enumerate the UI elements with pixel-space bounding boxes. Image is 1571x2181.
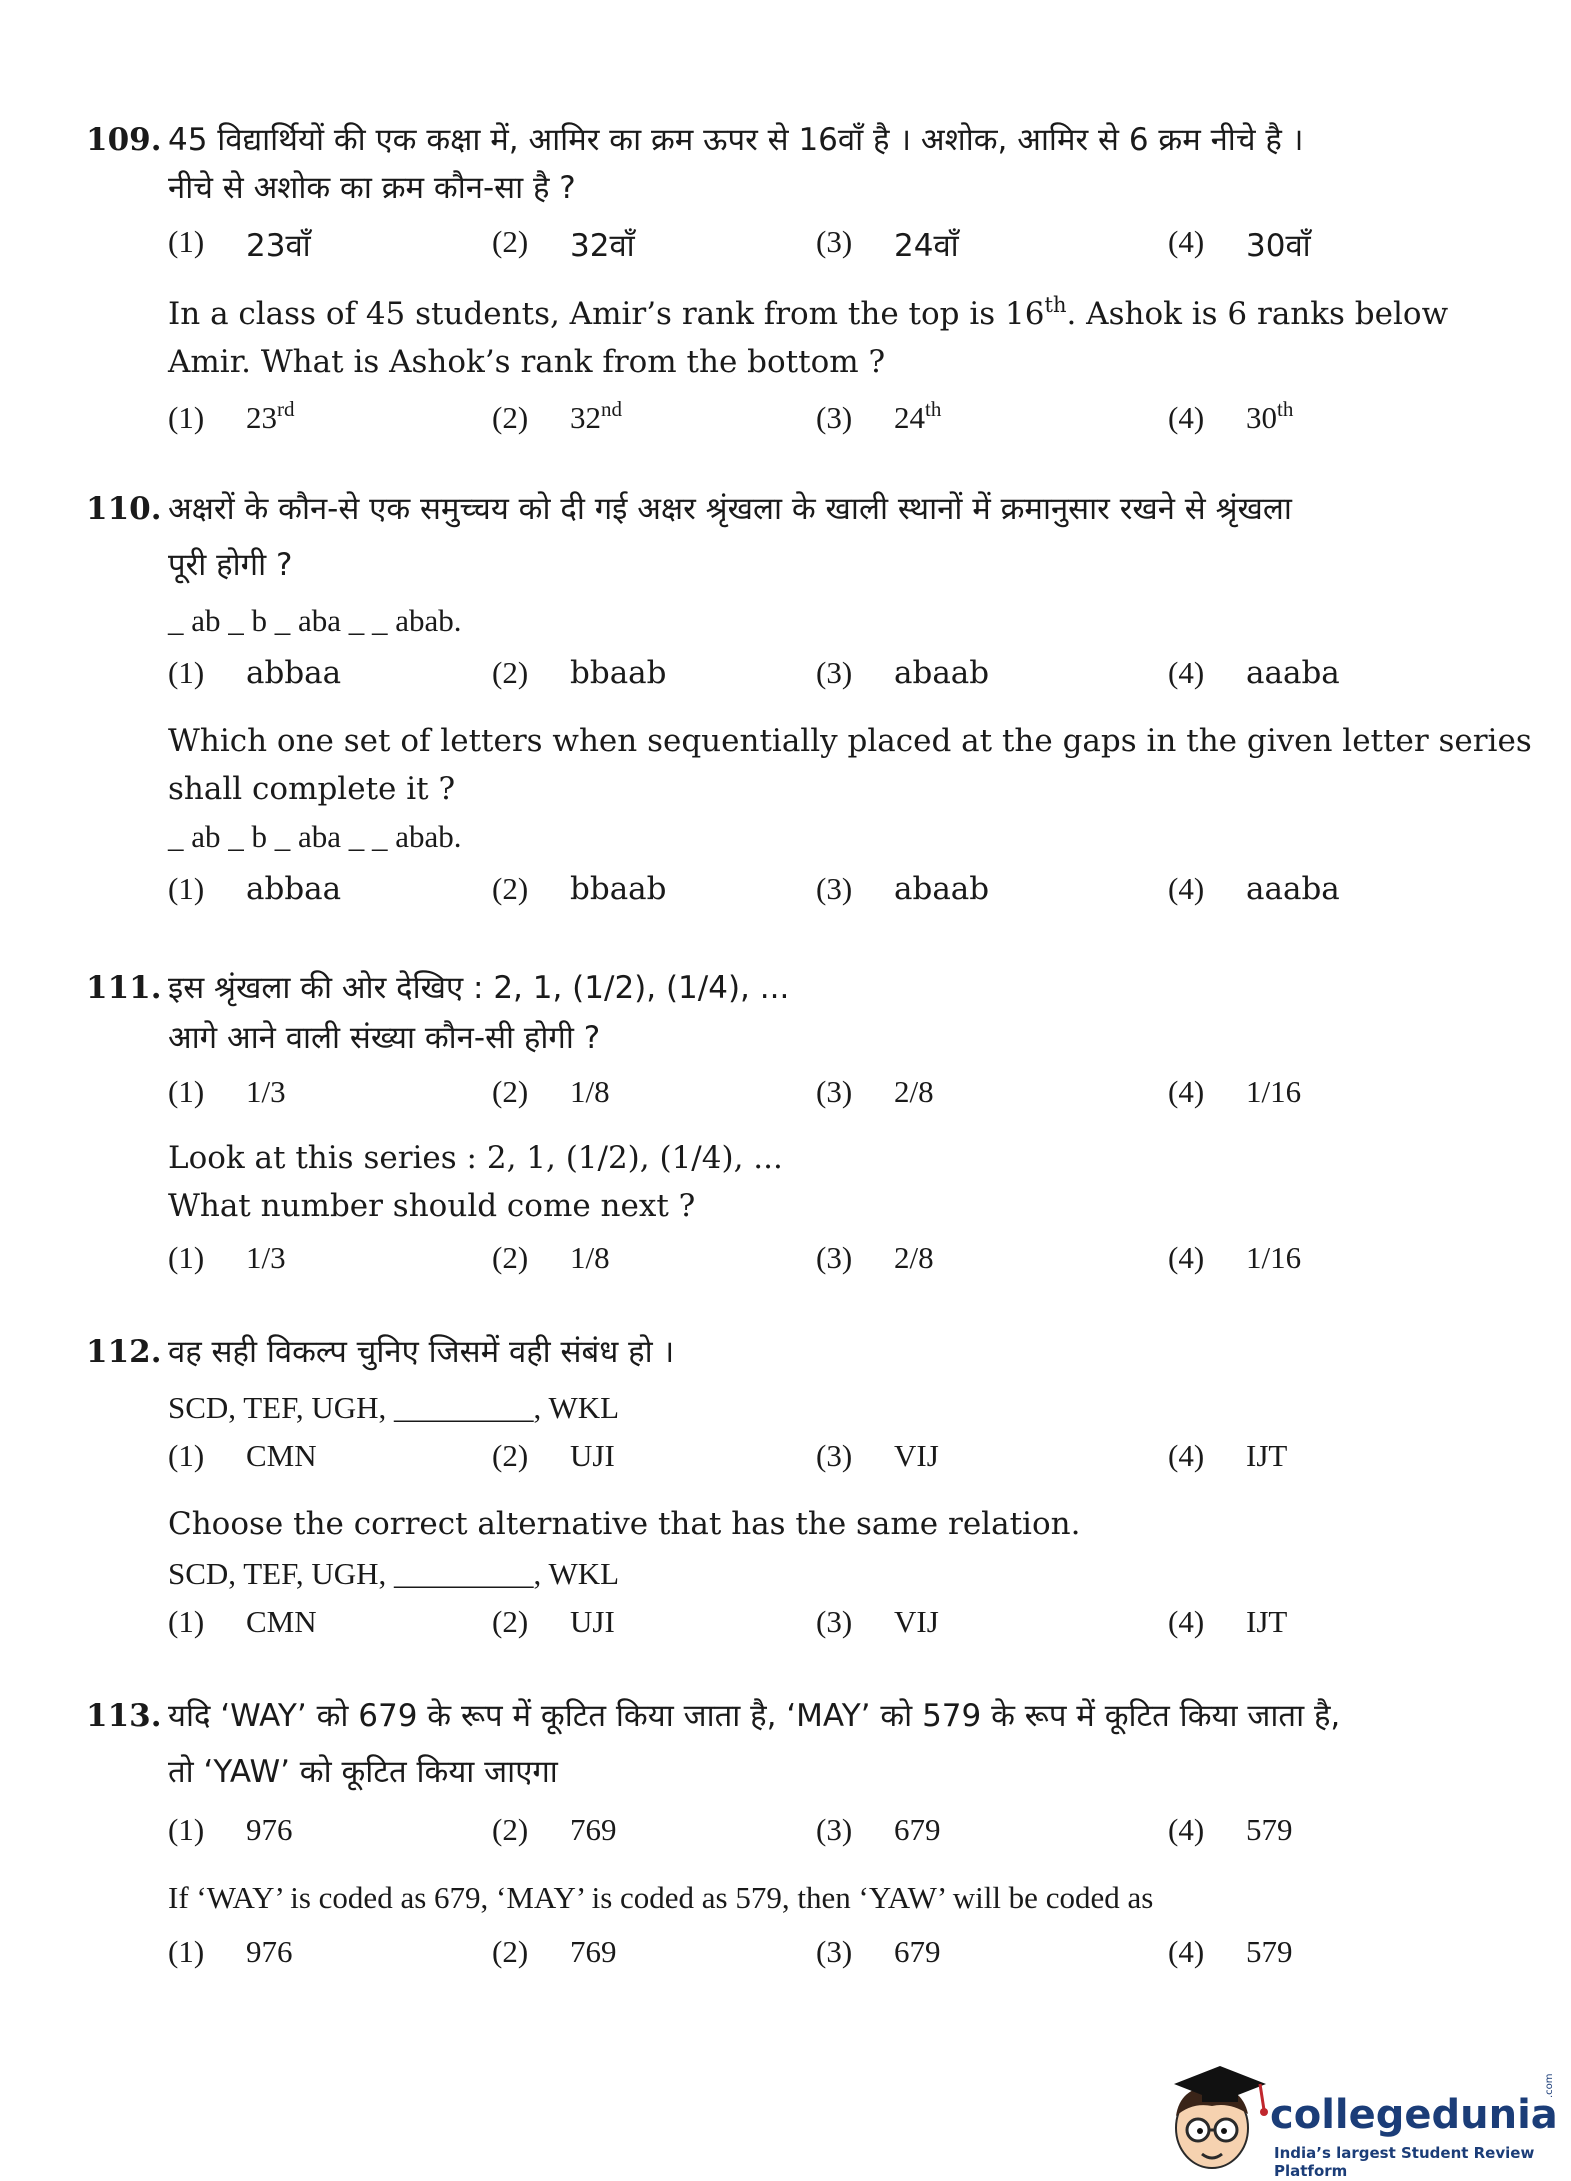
question-text-english: Amir. What is Ashok’s rank from the bottom ? (168, 344, 886, 380)
question-number: 109. (86, 122, 162, 158)
question-number: 110. (86, 491, 162, 527)
question-text-english: Choose the correct alternative that has the same relation. (168, 1506, 1081, 1542)
code-series: SCD, TEF, UGH, _________, WKL (168, 1390, 620, 1425)
options-english: (1) 976 (2) 769 (3) 679 (4) 579 (168, 1934, 1293, 1969)
question-number: 111. (86, 970, 162, 1006)
collegedunia-logo[interactable] (1160, 2058, 1560, 2180)
options-english: (1) 23rd (2) 32nd (3) 24th (4) 30th (168, 397, 1294, 435)
code-series: SCD, TEF, UGH, _________, WKL (168, 1556, 620, 1591)
question-text-english: Look at this series : 2, 1, (1/2), (1/4), ... (168, 1140, 783, 1176)
question-text-hindi: पूरी होगी ? (168, 547, 293, 583)
letter-series: _ ab _ b _ aba _ _ abab. (168, 819, 462, 854)
question-text-hindi: तो ‘YAW’ को कूटित किया जाएगा (168, 1754, 558, 1790)
options-hindi: (1) 23वाँ (2) 32वाँ (3) 24वाँ (4) 30वाँ (168, 224, 1311, 264)
options-english: (1) CMN (2) UJI (3) VIJ (4) IJT (168, 1604, 1288, 1639)
question-text-hindi: वह सही विकल्प चुनिए जिसमें वही संबंध हो । (168, 1334, 675, 1370)
question-text-hindi: इस श्रृंखला की ओर देखिए : 2, 1, (1/2), (1/4), ... (168, 970, 790, 1006)
brand-domain-suffix: .com (1544, 2073, 1555, 2098)
question-text-hindi: अक्षरों के कौन-से एक समुच्चय को दी गई अक्षर श्रृंखला के खाली स्थानों में क्रमानुसार रखने से श्रृंखला (168, 491, 1292, 527)
question-text-english: If ‘WAY’ is coded as 679, ‘MAY’ is coded as 579, then ‘YAW’ will be coded as (168, 1880, 1154, 1915)
letter-series: _ ab _ b _ aba _ _ abab. (168, 603, 462, 638)
question-text-hindi: यदि ‘WAY’ को 679 के रूप में कूटित किया जाता है, ‘MAY’ को 579 के रूप में कूटित किया जाता है, (168, 1698, 1341, 1734)
student-mascot-icon (1160, 2058, 1272, 2176)
options-hindi: (1) abbaa (2) bbaab (3) abaab (4) aaaba (168, 655, 1340, 691)
options-hindi: (1) 976 (2) 769 (3) 679 (4) 579 (168, 1812, 1293, 1847)
options-english: (1) abbaa (2) bbaab (3) abaab (4) aaaba (168, 871, 1340, 907)
question-text-hindi: आगे आने वाली संख्या कौन-सी होगी ? (168, 1020, 601, 1056)
question-text-english: Which one set of letters when sequentially placed at the gaps in the given letter series (168, 723, 1532, 759)
options-hindi: (1) CMN (2) UJI (3) VIJ (4) IJT (168, 1438, 1288, 1473)
question-text-english: What number should come next ? (168, 1188, 696, 1224)
question-text-english: In a class of 45 students, Amir’s rank from the top is 16th. Ashok is 6 ranks below (168, 293, 1449, 332)
brand-tagline: India’s largest Student Review Platform (1274, 2144, 1535, 2180)
question-text-english: shall complete it ? (168, 771, 456, 807)
options-hindi: (1) 1/3 (2) 1/8 (3) 2/8 (4) 1/16 (168, 1074, 1302, 1109)
question-text-hindi: 45 विद्यार्थियों की एक कक्षा में, आमिर का क्रम ऊपर से 16वाँ है । अशोक, आमिर से 6 क्रम नीचे है । (168, 122, 1304, 158)
question-text-hindi: नीचे से अशोक का क्रम कौन-सा है ? (168, 170, 576, 206)
options-english: (1) 1/3 (2) 1/8 (3) 2/8 (4) 1/16 (168, 1240, 1302, 1275)
question-number: 112. (86, 1334, 162, 1370)
question-number: 113. (86, 1698, 162, 1734)
brand-name: collegedunia (1270, 2092, 1558, 2138)
